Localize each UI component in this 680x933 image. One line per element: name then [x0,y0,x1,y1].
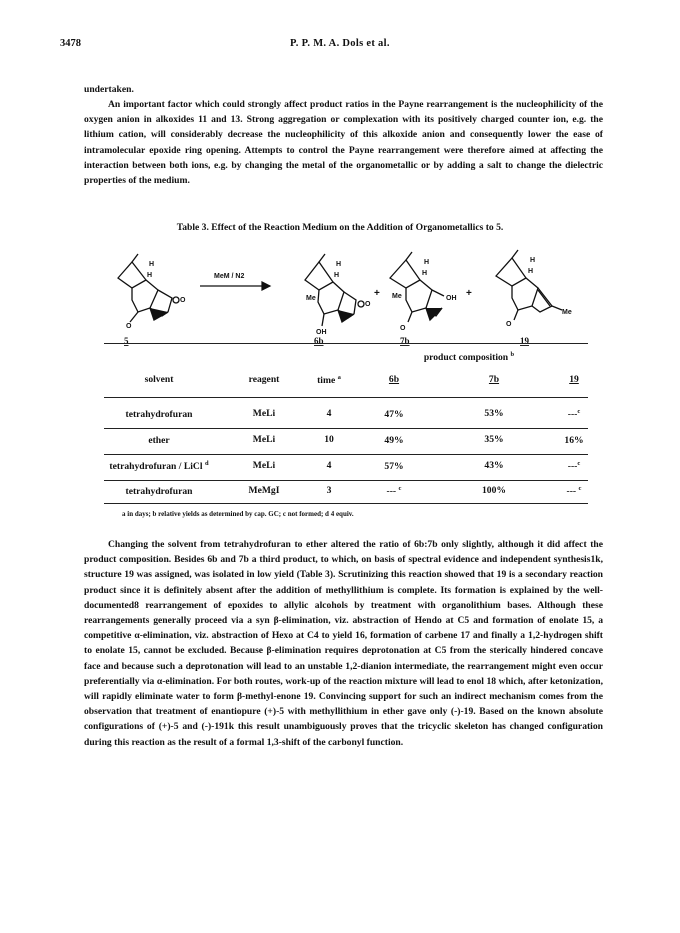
cell-reagent: MeLi [252,460,276,471]
plus-sign-2: + [466,288,472,299]
col-header-time: time $^a$ [317,374,341,387]
table-group-header-row [84,351,603,371]
oh-label-6b: OH [316,329,327,336]
cell-solvent: tetrahydrofuran / LiCl [109,461,203,473]
o-label-5-ketone: O [180,297,186,304]
o-label-19: O [506,321,512,328]
cell-reagent: MeLi [252,434,276,445]
paragraph-undertaken: undertaken. [84,84,134,95]
cell-19: --- [567,461,578,473]
cell-6b: 57% [384,461,404,473]
table-row-rule [104,480,588,481]
h-label-6b-2: H [334,272,340,279]
cell-solvent: ether [148,435,170,447]
h-label-6b-1: H [336,261,342,268]
cell-solvent: tetrahydrofuran [125,486,193,498]
table-row: tetrahydrofuran MeMgI 3 --- $^c$ 100% --- $^c$ [125,485,582,498]
cell-7b: 43% [484,460,504,471]
h-label-2: H [147,272,153,279]
table-bottom-rule [104,503,588,504]
cell-time: 10 [324,434,334,445]
cell-19: --- [566,486,577,498]
cell-6b: 49% [384,435,404,447]
col-header-6b: 6b [388,374,400,385]
table-caption: Table 3. Effect of the Reaction Medium on the Addition of Organometallics to 5. [176,222,504,233]
compound-label-5: 5 [124,336,129,346]
table-row: tetrahydrofuran MeLi 4 47% 53% ---$^c$ [125,408,581,421]
table-header-row [84,374,603,394]
reaction-arrow [200,282,270,290]
me-label-19: Me [562,309,572,316]
cell-7b: 100% [482,485,506,496]
table-footnote: a in days; b relative yields as determined by cap. GC; c not formed; d 4 equiv. [122,510,354,518]
compound-label-7b: 7b [400,336,410,346]
reagent-label: MeM / N2 [214,273,245,280]
compound-label-6b: 6b [314,336,324,346]
o-label-6b: O [365,301,371,308]
reaction-scheme [110,250,580,346]
cell-time: 4 [326,408,332,419]
me-label-6b: Me [306,295,316,302]
table-header-rule [104,397,588,398]
h-label-7b-2: H [422,270,428,277]
cell-6b: 47% [384,409,404,421]
cell-19: --- [567,409,578,421]
plus-sign-1: + [374,288,380,299]
compound-6b-structure [305,254,364,326]
cell-7b: 35% [484,434,504,445]
o-label-5: O [126,323,132,330]
paragraph-payne: An important factor which could strongly affect product ratios in the Payne rearrangement is the nucleophilicity of the oxygen anion in alkoxides 11 and 13. Strong aggregation or complexation with its positively charged counter ion, e.g. the lithium cation, will considerably decrease the nucleophilicity of this alkoxide anion and consequently lower the ease of intramolecular epoxide ring opening. Attempts to control the Payne rearrangement were therefore aimed at affecting the interaction between both ions, e.g. by changing the metal of the organometallic or by adding a salt to change the dielectric properties of the medium. [84,99,603,187]
compound-7b-structure [390,252,444,322]
col-header-reagent: reagent [248,374,280,385]
cell-time: 4 [326,460,332,471]
col-header-19: 19 [569,374,579,385]
compound-label-19: 19 [520,336,529,346]
cell-reagent: MeMgI [248,485,280,496]
group-header: product composition $^b$ [423,351,515,364]
table-row: tetrahydrofuran / LiCl $^d$ MeLi 4 57% 43% ---$^c$ [109,460,581,473]
oh-label-7b: OH [446,295,457,302]
h-label-1: H [149,261,155,268]
table-row-rule [104,428,588,429]
cell-19: 16% [564,435,584,447]
h-label-19-1: H [530,257,536,264]
page-number: 3478 [60,38,81,49]
compound-19-structure [496,250,562,320]
table-row-rule [104,454,588,455]
h-label-7b-1: H [424,259,430,266]
cell-solvent: tetrahydrofuran [125,409,193,421]
table-top-rule [104,343,588,344]
running-head-authors: P. P. M. A. Dols et al. [290,38,390,49]
col-header-solvent: solvent [144,374,174,385]
cell-time: 3 [326,485,332,496]
me-label-7b: Me [392,293,402,300]
o-label-7b: O [400,325,406,332]
table-row [84,434,603,454]
col-header-7b: 7b [488,374,500,385]
cell-7b: 53% [484,408,504,419]
h-label-19-2: H [528,268,534,275]
cell-6b: --- [386,486,397,498]
paragraph-mechanism: Changing the solvent from tetrahydrofuran to ether altered the ratio of 6b:7b only slightly, although it did affect the product composition. Besides 6b and 7b a third product, to which, on basis of spectral evidence and independent synthesis1k, structure 19 was assigned, was isolated in low yield (Table 3). Scrutinizing this reaction showed that 19 is a secondary reaction product since it is definitely absent after the addition of methyllithium is complete. Its formation is explained by the well-documented8 rearrangement of epoxides to allylic alcohols by treatment with organolithium bases. Although these rearrangements generally proceed via a syn β-elimination, viz. abstraction of Hendo at C5 and formation of enolate 15, a competitive α-elimination, viz. abstraction of Hexo at C4 to yield 16, formation of carbene 17 and finally a 1,2-hydrogen shift to enolate 15, cannot be excluded. Because β-elimination requires deprotonation at C5 from the sterically hindered concave face and because such a deprotonation will lead to an unstable 1,2-dianion intermediate, the rearrangement might even occur preferentially via α-elimination. For both routes, work-up of the reaction mixture will lead to enol 18 which, after ketonization, will rapidly eliminate water to form β-methyl-enone 19. Convincing support for such an indirect mechanism comes from the observation that treatment of enantiopure (+)-5 with methyllithium in ether gave only (-)-19. Based on the known absolute configurations of (+)-5 and (-)-191k this result unambiguously proves that the tricyclic skeleton has changed configuration during this reaction as the result of a formal 1,3-shift of the carbonyl function. [84,539,603,748]
cell-reagent: MeLi [252,408,276,419]
